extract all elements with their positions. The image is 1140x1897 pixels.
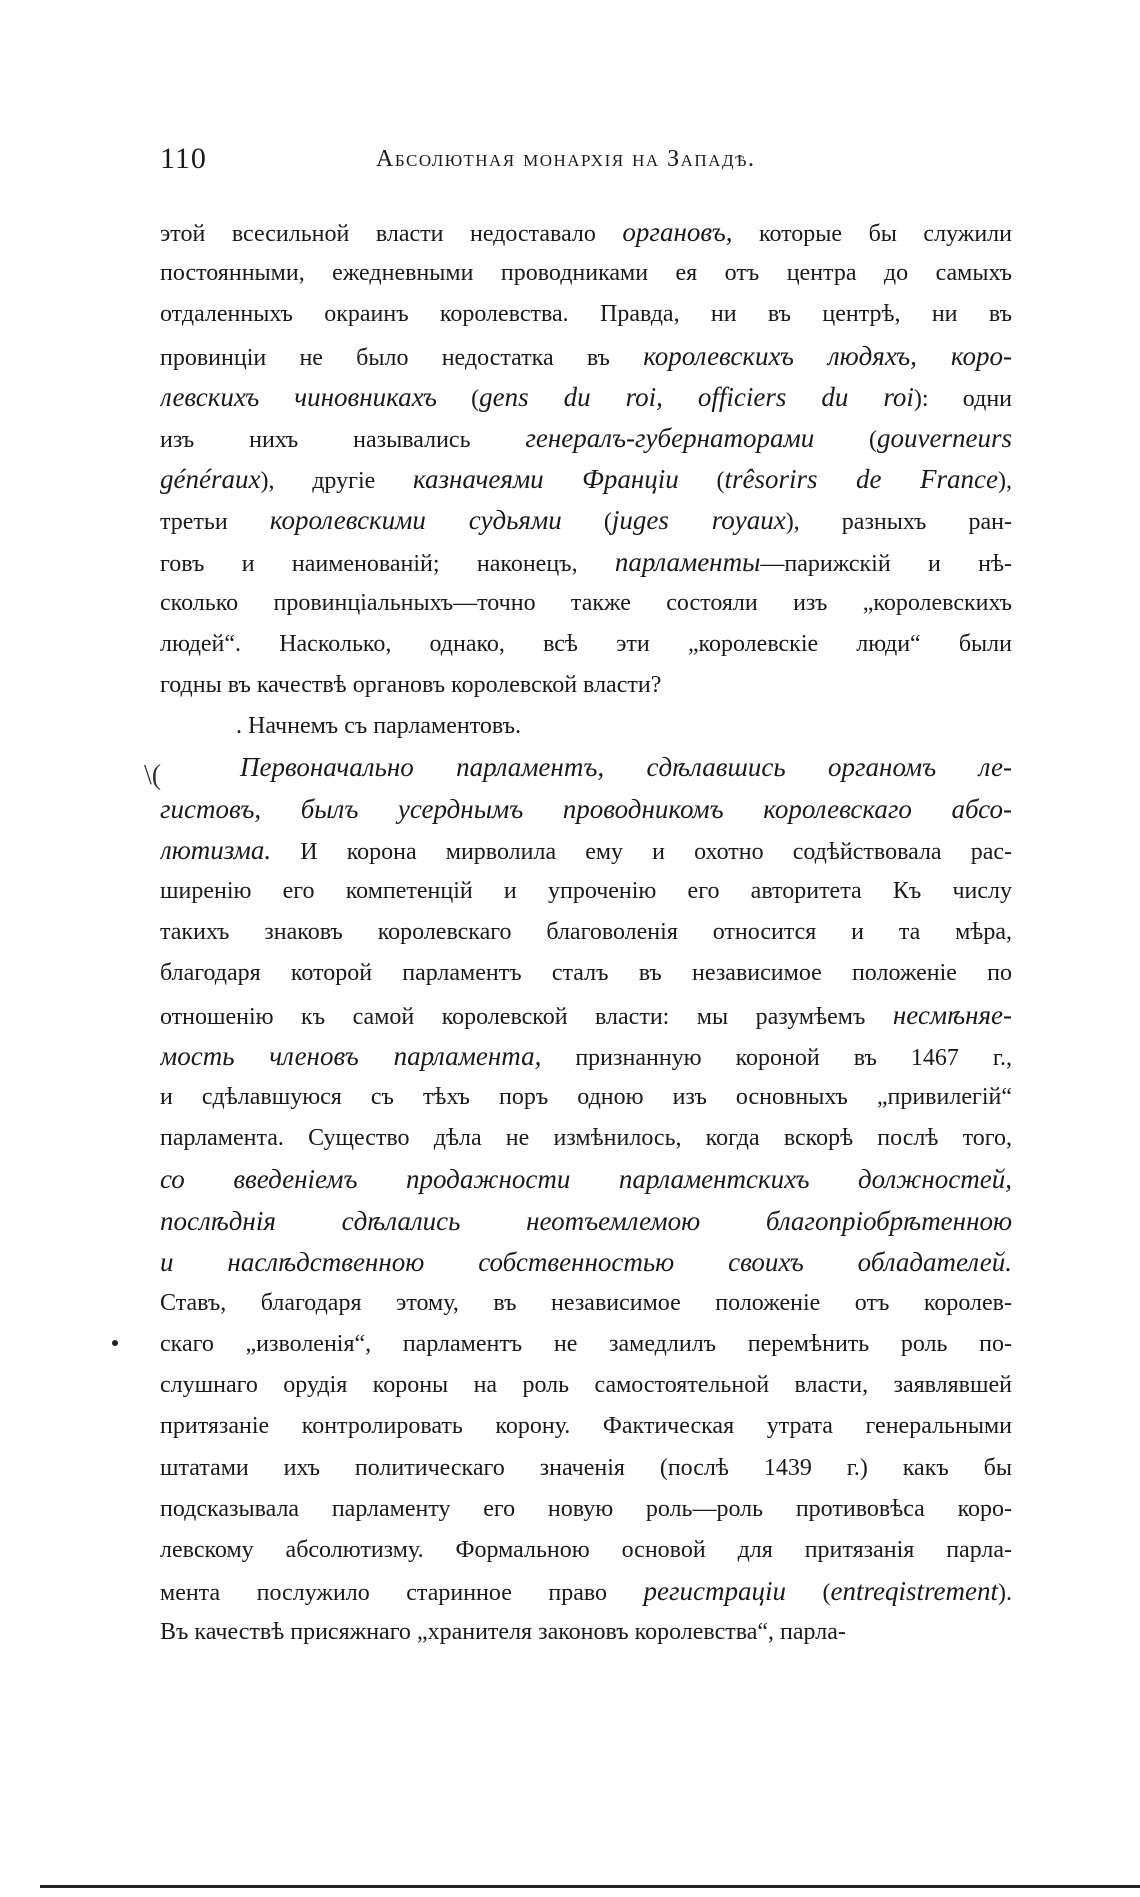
italic-text: Первоначально парламентъ, сдѣлавшись органомъ ле- (240, 752, 1012, 783)
text-segment: сколько провинціальныхъ—точно также состояли изъ „королевскихъ (160, 589, 1012, 616)
text-line (160, 789, 1012, 830)
text-line (160, 1489, 1012, 1530)
text-line (160, 1283, 1012, 1324)
text-line (160, 1324, 1012, 1365)
italic-text: генералъ-губернаторами (525, 422, 815, 453)
italic-text: entreqistrement (830, 1576, 998, 1607)
text-segment: людей“. Насколько, однако, всѣ эти „королевскіе люди“ были (160, 630, 1012, 657)
text-segment: . Начнемъ съ парламентовъ. (236, 713, 522, 740)
text-line (160, 912, 1012, 953)
text-segment: отношенію къ самой королевской власти: мы разумѣемъ (160, 1003, 893, 1030)
italic-text: органовъ, (622, 217, 733, 247)
text-segment: И корона мирволила ему и охотно содѣйствовала рас- (271, 838, 1012, 865)
text-line (160, 377, 1012, 418)
text-segment: которые бы служили (732, 221, 1012, 247)
text-line (160, 542, 1012, 583)
page-number: 110 (160, 142, 207, 175)
text-line (160, 1159, 1012, 1200)
text-line (160, 1077, 1012, 1118)
text-segment: штатами ихъ политическаго значенія (послѣ 1439 г.) какъ бы (160, 1454, 1012, 1481)
text-segment: слушнаго орудія короны на роль самостоятельной власти, заявлявшей (160, 1372, 1012, 1399)
text-line (160, 747, 1012, 788)
text-segment: ( (678, 468, 725, 495)
text-segment: ( (814, 426, 878, 453)
text-segment: ширенію его компетенцій и упроченію его авторитета Къ числу (160, 878, 1012, 904)
italic-text: регистраціи (643, 1576, 787, 1607)
text-line (160, 624, 1012, 665)
text-line (160, 665, 1012, 706)
text-segment: ( (561, 509, 612, 536)
italic-text: gouverneurs (877, 422, 1012, 453)
text-line (160, 500, 1012, 541)
text-line (160, 459, 1012, 500)
italic-text: послѣднія сдѣлались неотъемлемою благопріобрѣтенною (160, 1205, 1012, 1236)
text-line (160, 953, 1012, 994)
text-segment: мента послужило старинное право (160, 1580, 644, 1607)
text-segment: годны въ качествѣ органовъ королевской власти? (160, 672, 662, 699)
text-line (160, 336, 1012, 377)
text-line (160, 253, 1012, 294)
text-segment: парламента. Существо дѣла не измѣнилось, когда вскорѣ послѣ того, (160, 1125, 1012, 1152)
margin-bracket-mark: \( (144, 760, 162, 791)
text-segment: Въ качествѣ присяжнаго „хранителя законовъ королевства“, парла- (160, 1619, 846, 1646)
italic-text: и наслѣдственною собственностью своихъ обладателей. (160, 1246, 1012, 1277)
text-line (160, 212, 1012, 253)
italic-text: trêsorirs de France (724, 464, 998, 495)
italic-text: несмѣняе- (892, 999, 1012, 1030)
text-line (160, 1118, 1012, 1159)
text-line (160, 1365, 1012, 1406)
italic-text: гистовъ, былъ усерднымъ проводникомъ королевскаго абсо- (160, 793, 1012, 824)
text-line (160, 1406, 1012, 1447)
text-segment: и сдѣлавшуюся съ тѣхъ поръ одною изъ основныхъ „привилегій“ (160, 1083, 1012, 1110)
text-segment: левскому абсолютизму. Формальною основой для притязанія парла- (160, 1537, 1012, 1563)
text-segment: провинціи не было недостатка въ (160, 344, 644, 371)
text-line (160, 1036, 1012, 1077)
margin-dot-mark (112, 1340, 118, 1346)
text-segment: ), разныхъ ран- (785, 509, 1012, 536)
text-segment: третьи (160, 509, 270, 536)
italic-text: мость членовъ парламента, (160, 1040, 542, 1071)
text-line (160, 583, 1012, 624)
bottom-rule (40, 1885, 1140, 1888)
italic-text: juges royaux (611, 505, 786, 536)
text-line (160, 1242, 1012, 1283)
text-segment: Ставъ, благодаря этому, въ независимое положеніе отъ королев- (160, 1289, 1012, 1316)
text-segment: такихъ знаковъ королевскаго благоволенія относится и та мѣра, (160, 919, 1012, 946)
page-header (160, 142, 1012, 182)
text-line (160, 418, 1012, 459)
text-line (160, 1530, 1012, 1571)
text-line (160, 1448, 1012, 1489)
running-title: Абсолютная монархія на Западѣ. (376, 146, 756, 172)
text-line (160, 1612, 1012, 1653)
text-segment: скаго „изволенія“, парламентъ не замедлилъ перемѣнить роль по- (160, 1331, 1012, 1358)
text-segment: ). (998, 1580, 1012, 1607)
text-segment: постоянными, ежедневными проводниками ея отъ центра до самыхъ (160, 260, 1012, 287)
text-segment: благодаря которой парламентъ сталъ въ независимое положеніе по (160, 960, 1012, 987)
text-segment: ( (786, 1580, 831, 1607)
italic-text: казначеями Франціи (413, 464, 679, 495)
italic-text: левскихъ чиновникахъ (160, 381, 437, 412)
text-segment: изъ нихъ назывались (160, 426, 526, 453)
text-line (160, 1571, 1012, 1612)
text-segment: признанную короной въ 1467 г., (541, 1044, 1012, 1071)
text-line (160, 294, 1012, 335)
italic-text: généraux (160, 464, 261, 495)
text-segment: ( (436, 385, 480, 412)
text-segment: притязаніе контролировать корону. Фактическая утрата генеральными (160, 1413, 1012, 1440)
text-line (160, 995, 1012, 1036)
italic-text: парламенты (614, 546, 761, 577)
text-segment: этой всесильной власти недоставало (160, 221, 623, 247)
text-segment: ), другіе (260, 468, 413, 495)
italic-text: gens du roi, officiers du roi (479, 381, 914, 412)
text-segment: —парижскій и нѣ- (760, 550, 1012, 577)
italic-text: со введеніемъ продажности парламентскихъ должностей, (160, 1164, 1012, 1195)
text-segment: ), (997, 468, 1012, 495)
text-line (160, 706, 1012, 747)
text-segment: говъ и наименованій; наконецъ, (160, 550, 615, 577)
body-text (160, 212, 1012, 1654)
text-segment: ): одни (913, 385, 1012, 412)
italic-text: королевскими судьями (269, 505, 562, 536)
text-line (160, 1201, 1012, 1242)
text-line (160, 871, 1012, 912)
italic-text: королевскихъ людяхъ, коро- (643, 340, 1012, 371)
text-segment: подсказывала парламенту его новую роль—роль противовѣса коро- (160, 1495, 1012, 1522)
text-line (160, 830, 1012, 871)
text-segment: отдаленныхъ окраинъ королевства. Правда, ни въ центрѣ, ни въ (160, 301, 1012, 328)
italic-text: лютизма. (160, 834, 272, 865)
